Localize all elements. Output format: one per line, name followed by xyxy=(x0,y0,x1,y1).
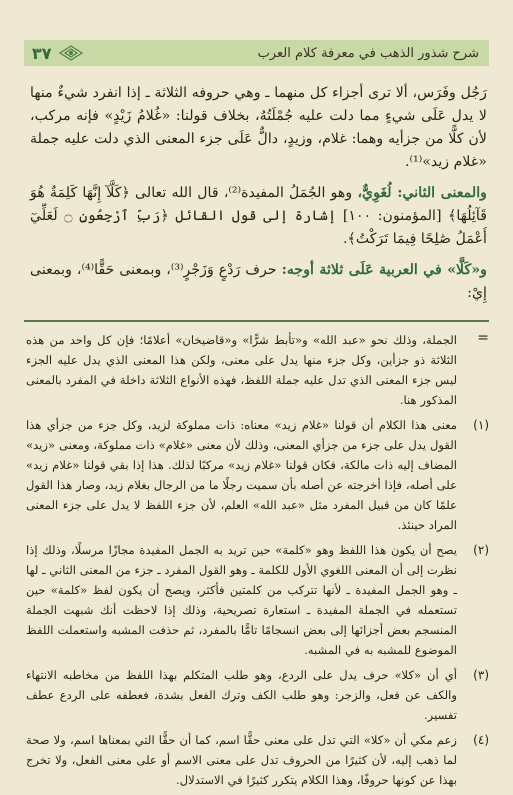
page-number-block xyxy=(24,44,84,63)
footnote-continuation xyxy=(26,330,489,410)
ornament-icon xyxy=(58,44,84,62)
footnote-3 xyxy=(26,665,489,725)
footnote-text: يصح أن يكون هذا اللفظ وهو «كلمة» حين تريد به الجمل المفيدة مجازًا مرسلًا، وذلك إذا نظرت إلى أن المعنى اللغوي الأول للكلمة ـ وهو القول المفرد ـ جزء من المعنى الثاني ـ لها ـ وهو الجمل المفيدة ـ لأنها تتركب من كلمتين فأكثر، ويصح أن يكون لفظ «كلمة» حين تستعمله في الجملة المفيدة ـ استعارة تصريحية، وذلك إذا لاحظت أنك شبهت الجملة المنسجم بعض أجزائها إلى بعض انسجامًا تامًّا بالمفرد، ثم حذفت المشبه واستعملت اللفظ الموضوع للمشبه به في المشبه. xyxy=(26,543,457,657)
paragraph-3 xyxy=(30,259,487,305)
paragraph-2-body: وهو الجُمَلُ المفيدة⁽²⁾، قال الله تعالى ﴿كَلَّآ إِنَّهَا كَلِمَةٌ هُوَ قَآئِلُهَا﴾ [المؤمنون: ١٠٠] إشارة إلى قول القائل ﴿رَبِّ ٱرْجِعُونِ ۝ لَعَلِّيٓ أَعْمَلُ صَٰلِحًا فِيمَا تَرَكْتُ﴾. xyxy=(30,185,487,247)
paragraph-2 xyxy=(30,182,487,251)
running-title: شرح شذور الذهب في معرفة كلام العرب xyxy=(257,45,479,61)
footnote-number: (٤) xyxy=(473,733,489,747)
page-header xyxy=(24,40,489,66)
footnote-2 xyxy=(26,540,489,660)
page-number: ٣٧ xyxy=(32,43,52,63)
paragraph-1: رَجُل وفَرَس، ألا ترى أجزاء كل منهما ـ وهي حروفه الثلاثة ـ إذا انفرد شيءٌ منها لا يدل عَلَى شيءٍ مما دلت عليه جُمْلَتُهُ، بخلاف قولنا: «غُلامُ زَيْدٍ» فإنه مركب، لأن كلًّا من جزأيه وهما: غلام، وزيدٍ، دالٌّ عَلَى جزء المعنى الذي دلت عليه جملة «غلام زيد»⁽¹⁾. xyxy=(30,85,487,170)
footnote-1 xyxy=(26,415,489,535)
main-text xyxy=(30,82,487,305)
footnote-divider xyxy=(24,320,489,322)
footnote-number: (١) xyxy=(473,418,489,432)
footnote-number: (٢) xyxy=(473,543,489,557)
footnotes xyxy=(26,330,489,795)
footnote-text: زعم مكي أن «كلا» التي تدل على معنى حقًّا اسم، كما أن حقًّا التي بمعناها اسم، ولا صحة لما ذهب إليه، لأن كثيرًا من الحروف تدل على معنى الاسم أو على معنى الفعل، ولا تخرج بهذا عن كونها حروفًا، وهذا الكلام يتكرر كثيرًا في الاستدلال. xyxy=(26,733,457,787)
footnote-text: معنى هذا الكلام أن قولنا «غلام زيد» معناه: ذات مملوكة لزيد، وكل جزء من جزأي هذا القول يدل على جزء من جزأي المعنى، وذلك لأن معنى «غلام» ذات مملوكة، ومعنى «زيد» المضاف إليه ذات مالكة، فكان قولنا «غلام زيد» مركبًا لذلك. هذا إذا بقي قولنا «غلام زيد» على أصله، فإذا أخرجته عن أصله بأن سميت رجلًا ما من الرجال بغلام زيد، وصار هذا القول علمًا كان من قبيل المفرد مثل «عبد الله» العلم، لأن جزء اللفظ لا يدل على جزء المعنى المراد حينئذ. xyxy=(26,418,457,532)
continuation-mark: = xyxy=(477,330,489,346)
footnote-4 xyxy=(26,730,489,790)
paragraph-2-heading: والمعنى الثاني: لُغَوِيٌّ، xyxy=(357,185,487,201)
footnote-text: الجملة، وذلك نحو «عبد الله» و«تأبط شرًّا» و«قاضيخان» أعلامًا؛ فإن كل واحد من هذه الثلاثة ذو جزأين، وكل جزء منها يدل على معنى، ولكن هذا المعنى الذي يدل عليه الجزء ليس جزء المعنى الذي تدل عليه جملة اللفظ، فهذه الأنواع الثلاثة داخلة في المفرد بالمعنى المذكور هنا. xyxy=(26,333,457,407)
paragraph-3-body: حرف رَدْعٍ وَزَجْرٍ⁽³⁾، وبمعنى حَقًّا⁽⁴⁾، وبمعنى إِيْ: xyxy=(30,262,487,301)
footnote-number: (٣) xyxy=(473,668,489,682)
paragraph-3-heading: و«كَلَّا» في العربية عَلَى ثلاثة أوجه: xyxy=(281,262,487,278)
footnote-text: أي أن «كلا» حرف يدل على الردع، وهو طلب المتكلم بهذا اللفظ من مخاطبه الانتهاء والكف عن فعل، والزجر: وهو طلب الكف وترك الفعل بشدة، فعطفه على الردع عطف تفسير. xyxy=(26,668,457,722)
